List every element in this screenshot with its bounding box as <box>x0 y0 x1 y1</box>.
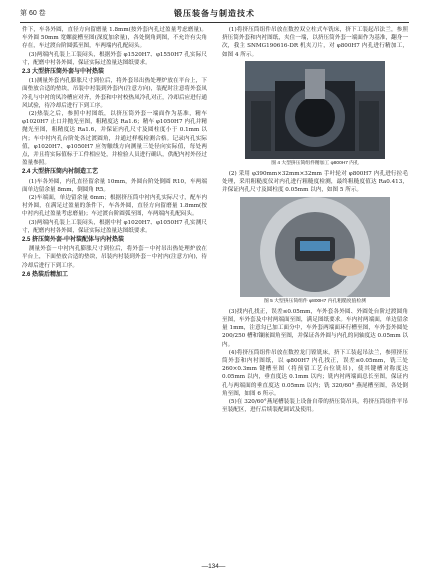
page-number: —134— <box>201 563 226 570</box>
paragraph: (5)在 320/60°燕尾槽装装上设备自带的挤压筒吊具，将挤压筒组件平吊至装配区，进行后续装配调试及使用。 <box>222 399 408 414</box>
paragraph: (1)测量外套内孔膨胀尺寸到位后，将外套吊出热处理炉放在平台上，下面垫放合适的垫块，吊装中衬装到外套内(注意方向)，装配时注意将外套凤冷孔与中衬的凤冷槽应对齐，外套和中衬校热凤冷孔对正，冷却后应进行通风试验，待冷却后进行下到工序。 <box>22 78 207 109</box>
figure-4-caption: 图 4 大型挤压筒组件精加工 φ800H7 内孔 <box>271 160 359 166</box>
right-column <box>222 26 408 414</box>
header-rule <box>20 22 409 23</box>
section-heading: 2.3 大型挤压筒外套与中衬热装 <box>22 69 105 76</box>
section-heading: 2.4 大型挤压筒内衬制造工艺 <box>22 169 99 176</box>
paragraph: 测量外套－中衬内孔膨胀尺寸到位后，将外套－中衬吊出热处理炉放在平台上，下面垫放合适的垫块，吊装内衬装到外套－中衬内(注意方向)，待冷却后进行下到工序。 <box>22 246 207 269</box>
figure-4-photo <box>245 61 385 159</box>
section-heading: 2.5 挤压筒外套-中衬装配体与内衬热装 <box>22 237 125 244</box>
section-heading: 2.6 热装后精加工 <box>22 271 69 278</box>
paragraph: (3)两端内孔装上工装闷头，根据中衬 φ1020H7、φ1050H7 孔实测尺寸，配磨内衬各外圆，保证实际过盈量达图纸要求。 <box>22 219 207 234</box>
paragraph: (3)两端内孔装上工装闷头，根据外套 φ1520H7、φ1550H7 孔实际尺寸，配磨中衬各外圆，保证实际过盈量达图纸要求。 <box>22 51 207 66</box>
paragraph: (2)车端面，单边留余量 6mm；根据挤压筒中衬内孔实际尺寸，配车内衬外圆，在满足过盈量的条件下，车各外圆，直径方向留磨量 1.8mm(按中衬内孔过盈量考虑磨量)；车过渡台阶圆弧至图，车两端内孔配闷头。 <box>22 195 207 218</box>
paragraph: (4)将挤压筒组件吊放在数控龙门镗铣床，挤下工装起吊法兰，参照挤压筒外套和内衬图纸，以 φ800H7 内孔找正，误差≤0.05mm，铣三处 260×0.3mm 键槽至图（将预留工艺台位铣吊)，使其键槽对称度达 0.05mm 以内，垂直度达 0.1mm 以内；铣内衬两端面总长至图，保证内孔与两端面的垂直度达 0.05mm 以内；铣 320/60° 燕尾槽至图，各处倒角至图，如图 6 所示。 <box>222 349 408 397</box>
paragraph: (2) 采用 φ390mm×32mm×32mm 手叶轮对 φ800H7 内孔进行拉毛处理，采用粗糙度仪对内孔进行粗糙度检测，最终粗糙度值达 Ra0.413，并保证内孔尺寸及圆柱度 0.05mm 以内，如图 5 所示。 <box>222 171 408 194</box>
figure-5-caption: 图 5 大型挤压筒组件 φ800H7 内孔粗糙度值检测 <box>264 298 366 304</box>
paragraph: (3)找内孔找正，误差≤0.05mm，车外套各外圆、外圆处台阶过渡圆角至图，车外套及中衬两端面至图，满足图纸要求。车内衬两端面，单边留余量 1mm，注意勾已加工面分中，车外套两端面环行槽至图，车外套外圆处 200/250 槽和镶嵌圆角至图，并保证各外圆与内孔的同轴度达 0.05mm 以内。 <box>222 308 408 348</box>
page-header <box>20 6 409 20</box>
paragraph: 件下，车各外圆，直径方向留磨量 1.8mm(按外套内孔过盈量考虑磨量)。车外圆 50mm 宽螺旋槽至图(深度加余量)，各处倒角到图，不允许有尖角存在，车过渡台阶圆弧至图，车两端内孔配闷头。 <box>22 27 207 50</box>
paragraph: (1)将挤压筒组件吊放在数控双立柱式车铣床，挤下工装起吊法兰，参照挤压筒外套和内衬图纸，夹住一端，以挤压筒外套一端面作为基准，翻身一次，我主 SNMG190616-DR 机夹刀片，对 φ800H7 内孔进行精加工，如图 4 所示。 <box>222 27 408 58</box>
journal-title: 锻压装备与制造技术 <box>174 8 255 18</box>
paragraph: (1)车各外圆，内孔直径留余量 10mm，外圆台阶处倒圆 R10，车两端面单边留余量 8mm，倒圆角 R5。 <box>22 178 207 193</box>
left-column <box>22 26 207 280</box>
volume-label: 第 60 卷 <box>20 10 46 17</box>
figure-5-photo <box>240 197 390 297</box>
paragraph: (2)热装之后，参照中衬图纸，以挤压筒外套一端面作为基准，精车 φ1020H7 止口并抛光至图，粗精度达 Ra1.6；精车 φ1050H7 内孔并精抛光至图，粗精度达 Ra1.6，并保证内孔尺寸及圆柱度小于 0.1mm 以内；车中衬内孔台阶处各过渡圆角，并通过样板检测合格。记录内孔实际值，φ1020H7、φ1050H7 应勿触线方向测量三处径向实际值，每处两点，并且将实际值标于工件相应处，并检验人员进行确认，供配内衬外径过盈量参照。 <box>22 111 207 167</box>
